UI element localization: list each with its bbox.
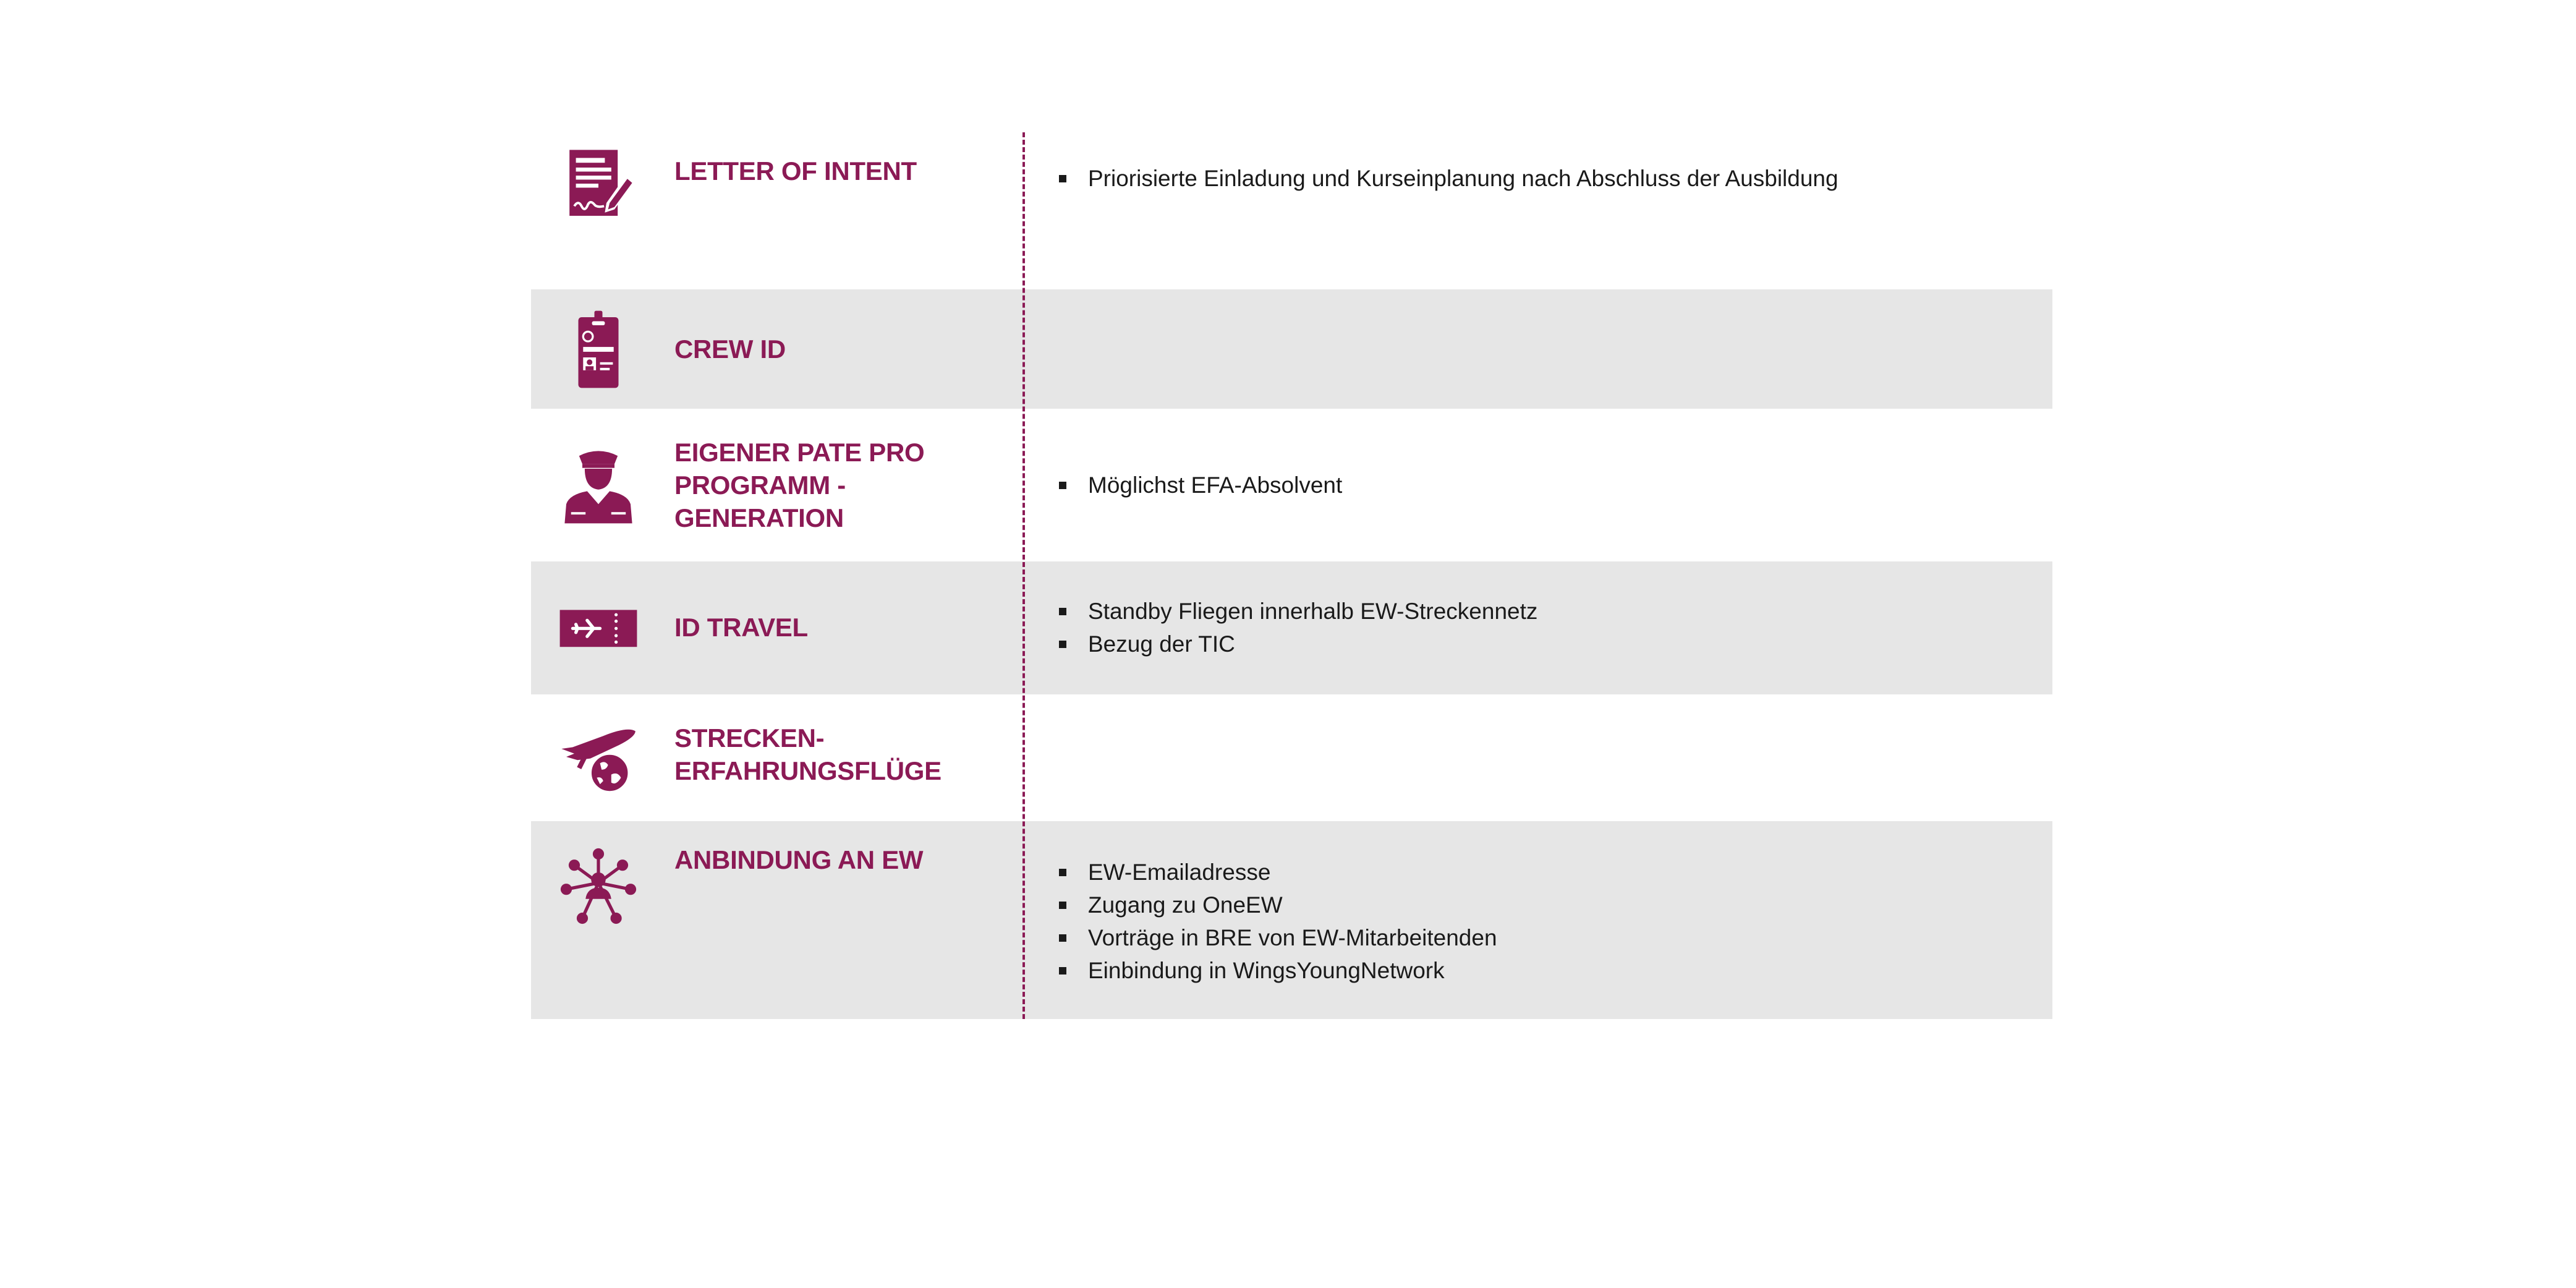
row-title: ANBINDUNG AN EW [674,845,924,874]
row-eigener-pate [531,409,2052,561]
row-title: EIGENER PATE PRO PROGRAMM - GENERATION [674,438,925,532]
row-title: STRECKEN- ERFAHRUNGSFLÜGE [674,723,942,785]
row-streckenerfahrungsfluege [531,694,2052,821]
id-badge-icon [558,309,639,390]
bullet-list [1059,856,1497,987]
bullet-item: Priorisierte Einladung und Kurseinplanung nach Abschluss der Ausbildung [1059,162,1838,195]
bullet-list [1059,595,1537,660]
row-letter-of-intent [531,132,2052,289]
row-id-travel [531,561,2052,694]
column-divider [1022,132,1025,1019]
bullet-item: Bezug der TIC [1059,628,1537,660]
bullet-item: Einbindung in WingsYoungNetwork [1059,954,1497,987]
bullet-list [1059,469,1342,501]
row-crew-id [531,289,2052,409]
bullet-item: EW-Emailadresse [1059,856,1497,889]
row-title: ID TRAVEL [674,613,808,642]
airplane-globe-icon [558,717,639,797]
bullet-list [1059,162,1838,195]
bullet-item: Möglichst EFA-Absolvent [1059,469,1342,501]
row-title: CREW ID [674,335,786,364]
bullet-item: Zugang zu OneEW [1059,889,1497,921]
row-anbindung-an-ew [531,821,2052,1019]
network-icon [558,846,639,926]
bullet-item: Vorträge in BRE von EW-Mitarbeitenden [1059,921,1497,954]
boarding-ticket-icon [558,587,639,668]
bullet-item: Standby Fliegen innerhalb EW-Streckennetz [1059,595,1537,628]
document-signature-icon [558,143,639,224]
row-title: LETTER OF INTENT [674,156,917,186]
benefits-table [531,132,2052,1019]
pilot-icon [558,445,639,525]
